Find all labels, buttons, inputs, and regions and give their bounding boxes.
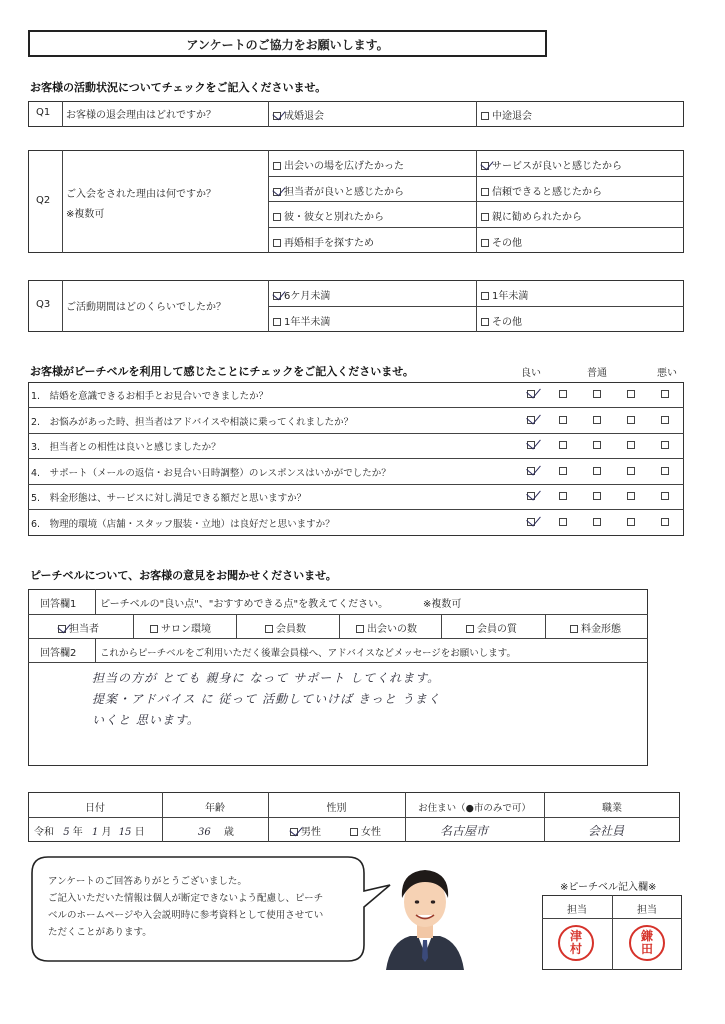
checkbox[interactable] (481, 112, 489, 120)
info-header-age: 年齢 (205, 803, 225, 814)
rating-checkbox[interactable] (661, 390, 669, 398)
section2-heading: お客様がピーチベルを利用して感じたことにチェックをご記入くださいませ。 (30, 365, 414, 378)
checkbox[interactable] (265, 625, 273, 633)
occupation-value[interactable]: 会社員 (588, 824, 625, 838)
checkbox[interactable] (273, 162, 281, 170)
info-header-occupation: 職業 (602, 803, 622, 814)
checkbox[interactable] (466, 625, 474, 633)
q2-option-5[interactable]: 彼・彼女と別れたから (273, 208, 384, 223)
staff-illustration (380, 858, 470, 970)
checkbox[interactable] (481, 318, 489, 326)
rating-checkbox[interactable] (661, 492, 669, 500)
q1-question: お客様の退会理由はどれですか？ (66, 110, 216, 121)
q2-option-1[interactable]: 出会いの場を広げたかった (273, 157, 404, 172)
rating-checkbox[interactable] (661, 518, 669, 526)
rating-checkbox[interactable] (627, 416, 635, 424)
checkbox[interactable] (481, 239, 489, 247)
checkbox[interactable] (356, 625, 364, 633)
q2-question: ご入会をされた理由は何ですか？ (66, 189, 216, 200)
q1-number: Q1 (36, 107, 51, 118)
checkbox[interactable] (273, 239, 281, 247)
q2-option-3[interactable]: 担当者が良いと感じたから (273, 183, 404, 198)
rating-checkbox[interactable] (559, 518, 567, 526)
rating-checkbox[interactable] (559, 416, 567, 424)
rating-checkbox[interactable] (593, 390, 601, 398)
q3-option-1[interactable]: 6ケ月未満 (273, 287, 330, 302)
rating-checkbox[interactable] (559, 467, 567, 475)
q2-option-8[interactable]: その他 (481, 234, 522, 249)
checkbox[interactable] (273, 188, 281, 196)
opinion-option-2[interactable]: サロン環境 (150, 620, 211, 635)
q1-option-2[interactable]: 中途退会 (481, 107, 532, 122)
footer-message-line-4: ただくことがあります。 (48, 927, 152, 938)
rating-checkbox[interactable] (627, 390, 635, 398)
rating-checkbox[interactable] (527, 492, 535, 500)
rating-checkbox[interactable] (527, 518, 535, 526)
gender-female-option[interactable]: 女性 (350, 823, 381, 838)
rating-checkbox[interactable] (527, 467, 535, 475)
footer-message-line-3: ベルのホームページや入会説明時に参考資料として使用させてい (48, 910, 324, 921)
opinion-option-4[interactable]: 出会いの数 (356, 620, 417, 635)
rating-checkbox[interactable] (527, 390, 535, 398)
staff-heading: ※ピーチベル記入欄※ (560, 882, 657, 893)
handwritten-line-3[interactable]: いくと 思います。 (92, 713, 200, 727)
info-header-gender: 性別 (326, 803, 347, 814)
checkbox[interactable] (350, 828, 358, 836)
field1-prompt: ピーチベルの"良い点"、"おすすめできる点"を教えてください。 (100, 599, 389, 610)
rating-item-4: 4. サポート（メールの返信・お見合い日時調整）のレスポンスはいかがでしたか？ (31, 468, 391, 479)
rating-item-2: 2. お悩みがあった時、担当者はアドバイスや相談に乗ってくれましたか？ (31, 417, 354, 428)
rating-item-6: 6. 物理的環境（店舗・スタッフ服装・立地）は良好だと思いますか？ (31, 519, 335, 530)
checkbox[interactable] (290, 828, 298, 836)
info-header-date: 日付 (85, 803, 105, 814)
section1-heading: お客様の活動状況についてチェックをご記入くださいませ。 (30, 81, 327, 94)
handwritten-line-2[interactable]: 提案・アドバイス に 従って 活動していけば きっと うまく (92, 692, 441, 706)
q3-option-3[interactable]: 1年半未満 (273, 313, 330, 328)
rating-table (28, 382, 684, 536)
checkbox[interactable] (481, 292, 489, 300)
rating-checkbox[interactable] (627, 467, 635, 475)
rating-checkbox[interactable] (593, 441, 601, 449)
rating-item-5: 5. 料金形態は、サービスに対し満足できる額だと思いますか？ (31, 493, 307, 504)
rating-checkbox[interactable] (661, 467, 669, 475)
q2-option-6[interactable]: 親に勧められたから (481, 208, 582, 223)
rating-checkbox[interactable] (661, 416, 669, 424)
q3-number: Q3 (36, 299, 51, 310)
q3-option-2[interactable]: 1年未満 (481, 287, 528, 302)
rating-checkbox[interactable] (627, 441, 635, 449)
rating-checkbox[interactable] (627, 492, 635, 500)
rating-item-3: 3. 担当者との相性は良いと感じましたか？ (31, 442, 221, 453)
staff-seal-1: 津 村 (558, 925, 594, 961)
rating-checkbox[interactable] (527, 416, 535, 424)
staff-label-2: 担当 (637, 905, 657, 916)
page-title: アンケートのご協力をお願いします。 (186, 38, 389, 52)
checkbox[interactable] (273, 213, 281, 221)
scale-normal-label: 普通 (587, 368, 607, 379)
checkbox[interactable] (58, 625, 66, 633)
handwritten-line-1[interactable]: 担当の方が とても 親身に なって サポート してくれます。 (92, 671, 441, 685)
checkbox[interactable] (273, 292, 281, 300)
age-value[interactable]: 36 歳 (198, 827, 234, 838)
checkbox[interactable] (481, 188, 489, 196)
rating-checkbox[interactable] (593, 416, 601, 424)
staff-label-1: 担当 (567, 905, 587, 916)
info-header-residence: お住まい（●市のみで可） (418, 803, 531, 814)
checkbox[interactable] (273, 112, 281, 120)
rating-checkbox[interactable] (593, 518, 601, 526)
residence-value[interactable]: 名古屋市 (440, 824, 489, 838)
field1-label: 回答欄1 (40, 599, 77, 610)
checkbox[interactable] (273, 318, 281, 326)
q1-option-1[interactable]: 成婚退会 (273, 107, 324, 122)
footer-message-line-2: ご記入いただいた情報は個人が断定できないよう配慮し、ピーチ (48, 893, 324, 904)
q2-option-4[interactable]: 信頼できると感じたから (481, 183, 602, 198)
scale-bad-label: 悪い (657, 368, 677, 379)
rating-checkbox[interactable] (593, 467, 601, 475)
field1-note: ※複数可 (423, 599, 462, 610)
checkbox[interactable] (481, 162, 489, 170)
rating-checkbox[interactable] (661, 441, 669, 449)
q2-option-2[interactable]: サービスが良いと感じたから (481, 157, 622, 172)
rating-item-1: 1. 結婚を意識できるお相手とお見合いできましたか？ (31, 391, 269, 402)
scale-good-label: 良い (521, 368, 541, 379)
checkbox[interactable] (481, 213, 489, 221)
footer-message-line-1: アンケートのご回答ありがとうございました。 (48, 876, 247, 887)
rating-checkbox[interactable] (627, 518, 635, 526)
q2-number: Q2 (36, 195, 51, 206)
rating-checkbox[interactable] (559, 492, 567, 500)
opinion-option-3[interactable]: 会員数 (265, 620, 306, 635)
field2-prompt: これからピーチベルをご利用いただく後輩会員様へ、アドバイスなどメッセージをお願いします。 (100, 648, 517, 659)
opinion-option-1[interactable]: 担当者 (58, 620, 99, 635)
gender-male-option[interactable]: 男性 (290, 823, 321, 838)
rating-checkbox[interactable] (593, 492, 601, 500)
rating-checkbox[interactable] (527, 441, 535, 449)
field2-label: 回答欄2 (40, 648, 77, 659)
q3-question: ご活動期間はどのくらいでしたか？ (66, 302, 226, 313)
rating-checkbox[interactable] (559, 390, 567, 398)
date-value[interactable]: 令和 5 年 1 月 15 日 (34, 827, 145, 838)
staff-seal-2: 鎌 田 (629, 925, 665, 961)
rating-checkbox[interactable] (559, 441, 567, 449)
opinion-option-5[interactable]: 会員の質 (466, 620, 517, 635)
checkbox[interactable] (570, 625, 578, 633)
section3-heading: ピーチベルについて、お客様の意見をお聞かせくださいませ。 (30, 569, 337, 582)
checkbox[interactable] (150, 625, 158, 633)
q2-option-7[interactable]: 再婚相手を探すため (273, 234, 374, 249)
opinion-option-6[interactable]: 料金形態 (570, 620, 621, 635)
q3-option-4[interactable]: その他 (481, 313, 522, 328)
q2-note: ※複数可 (66, 209, 105, 220)
